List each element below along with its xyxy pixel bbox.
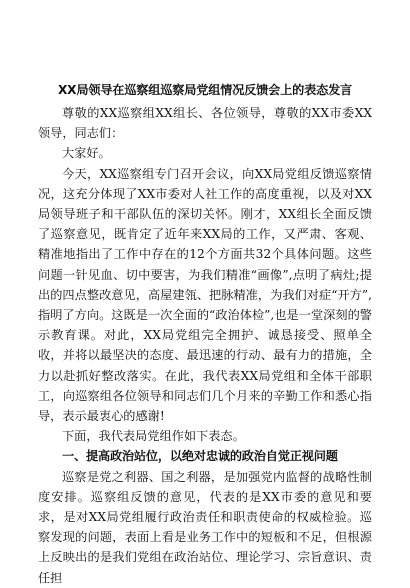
section-paragraph: 巡察是党之利器、国之利器，是加强党内监督的战略性制度安排。巡察组反馈的意见，代表的是XX市委的意见和要求，是对XX局党组履行政治责任和职责使命的权威检验。巡察发现的问题，表面上看是业务工作中的短板和不足，但根源上反映出的是我们党组在政治站位、理论学习、宗旨意识、责任担	[38, 469, 372, 585]
salutation: 尊敬的XX巡察组XX组长、各位领导，尊敬的XX市委XX领导，同志们：	[38, 106, 372, 141]
section-heading: 一、提高政治站位，以绝对忠诚的政治自觉正视问题	[62, 449, 338, 464]
document-title: XX局领导在巡察组巡察局党组情况反馈会上的表态发言	[57, 83, 353, 97]
greeting: 大家好。	[62, 146, 111, 161]
body-paragraph: 今天，XX巡察组专门召开会议，向XX局党组反馈巡察情况，这充分体现了XX市委对人社工作的高度重视，以及对XX局领导班子和干部队伍的深切关怀。刚才，XX组长全面反馈了巡察意见，既肯定了近年来XX局的工作，又严肃、客观、精准地指出了工作中存在的12个方面共32个具体问题。这些问题一针见血、切中要害，为我们精准“画像”,点明了病灶;提出的四点整改意见，高屋建瓴、把脉精准，为我们对症“开方”,指明了方向。这既是一次全面的“政治体检”,也是一堂深刻的警示教育课。对此，XX局党组完全拥护、诚恳接受、照单全收，并将以最坚决的态度、最迅速的行动、最有力的措施，全力以赴抓好整改落实。在此，我代表XX局党组和全体干部职工，向巡察组各位领导和同志们几个月来的辛勤工作和悉心指导，表示最衷心的感谢!	[38, 166, 372, 424]
body-paragraph: 下面，我代表局党组作如下表态。	[62, 429, 245, 444]
